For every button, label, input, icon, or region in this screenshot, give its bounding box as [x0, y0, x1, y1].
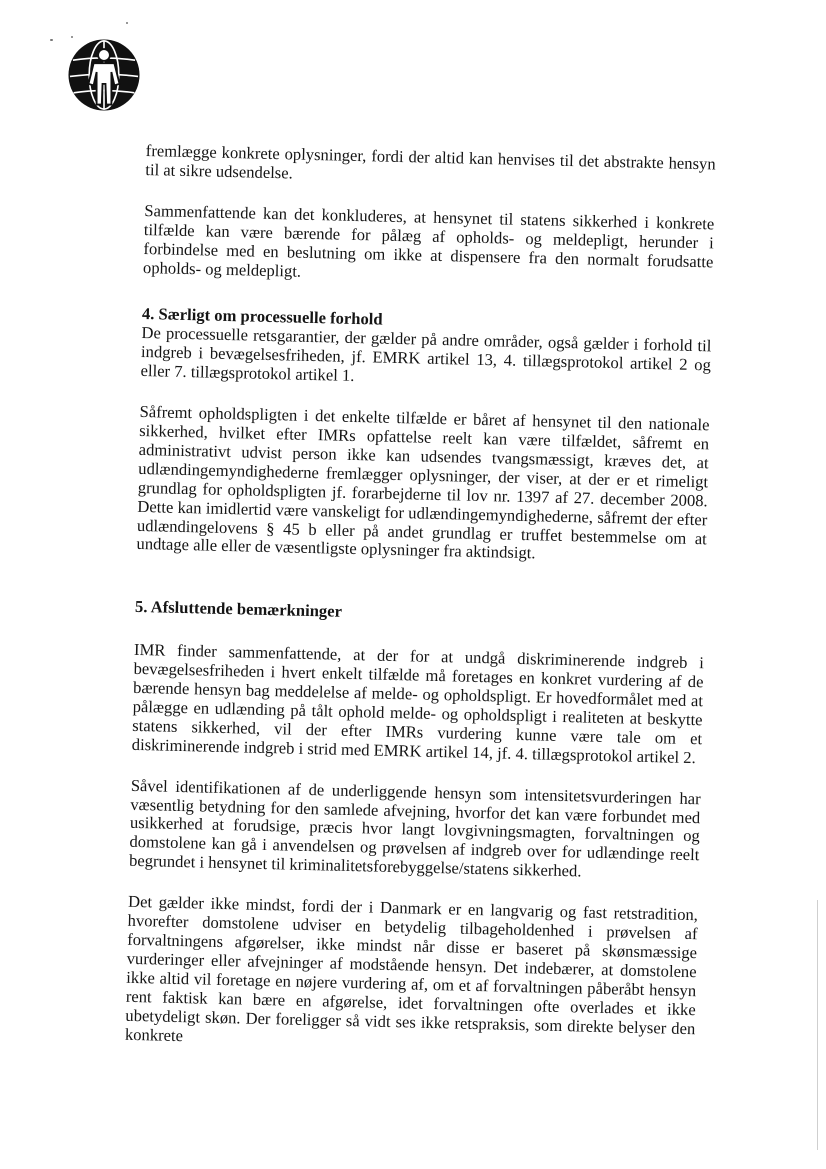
- section-5-paragraph-3: Det gælder ikke mindst, fordi der i Danmark er en langvarig og fast retstradition, hvorefter domstolene udviser en betydelig tilbageholdenhed i prøvelsen af forvaltningens afgørelser, ikke mindst når disse er baseret på skønsmæssige vurderinger eller afvejninger af modstående hensyn. Det indebærer, at domstolene ikke altid vil foretage en nøjere vurdering af, om et af forvaltningen påberåbt hensyn rent faktisk kan bære en afgørelse, idet forvaltningen ofte overlades et ikke ubetydeligt skøn. Der foreligger så vidt ses ikke retspraksis, som direkte belyser den konkrete: [124, 891, 699, 1045]
- scan-edge-line: [817, 900, 818, 1150]
- document-body: [124, 142, 716, 1080]
- intro-paragraph-1: fremlægge konkrete oplysninger, fordi der altid kan henvises til det abstrakte hensyn til at sikre udsendelse.: [145, 141, 716, 183]
- intro-paragraph-2: Sammenfattende kan det konkluderes, at hensynet til statens sikkerhed i konkrete tilfælde kan være bærende for pålæg af opholds- og meldepligt, herunder i forbindelse med en beslutning om ikke at dispensere fra den normalt forudsatte opholds- og meldepligt.: [142, 200, 715, 281]
- section-5-heading: 5. Afsluttende bemærkninger: [134, 597, 343, 622]
- section-4-paragraph-2: Såfremt opholdspligten i det enkelte tilfælde er båret af hensynet til den nationale sikkerhed, hvilket efter IMRs opfattelse reelt kan være tilfældet, såfremt en administrativt udvist person ikke kan udsendes tvangsmæssigt, kræves det, at udlændingemyndighederne fremlægger oplysninger, der viser, at der er et rimeligt grundlag for opholdspligten jf. forarbejderne til lov nr. 1397 af 27. december 2008. Dette kan imidlertid være vanskeligt for udlændingemyndighederne, såfremt der efter udlændingelovens § 45 b eller på andet grundlag er truffet bestemmelse om at undtage alle eller de væsentligste oplysninger fra aktindsigt.: [136, 401, 710, 563]
- scan-speck: [50, 39, 53, 41]
- section-5-paragraph-2: Såvel identifikationen af de underliggende hensyn som intensitetsvurderingen har væsentlig betydning for den samlede afvejning, hvorfor det kan være forbundet med usikkerhed at forudsige, præcis hvor langt lovgivningsmagten, forvaltningen og domstolene kan gå i anvendelsen og prøvelsen af indgreb over for udlændinge reelt begrundet i hensynet til kriminalitetsforebyggelse/statens sikkerhed.: [128, 775, 701, 881]
- section-5-paragraph-1: IMR finder sammenfattende, at der for at undgå diskriminerende indgreb i bevægelsesfriheden i hvert enkelt tilfælde må foretages en konkret vurdering af de bærende hensyn bag meddelelse af melde- og opholdspligt. Er hovedformålet med at pålægge en udlænding på tålt ophold melde- og opholdspligt i realiteten at beskytte statens sikkerhed, vil der efter IMRs vurdering kunne være tale om et diskriminerende indgreb i strid med EMRK artikel 14, jf. 4. tillægsprotokol artikel 2.: [131, 640, 705, 767]
- scan-speck: [126, 22, 128, 24]
- section-4-paragraph-1: De processuelle retsgarantier, der gælder på andre områder, også gælder i forhold til indgreb i bevægelsesfriheden, jf. EMRK artikel 13, 4. tillægsprotokol artikel 2 og eller 7. tillægsprotokol artikel 1.: [140, 323, 712, 386]
- human-figure-globe-icon: [67, 38, 141, 112]
- section-4-heading: 4. Særligt om processuelle forhold: [141, 304, 383, 330]
